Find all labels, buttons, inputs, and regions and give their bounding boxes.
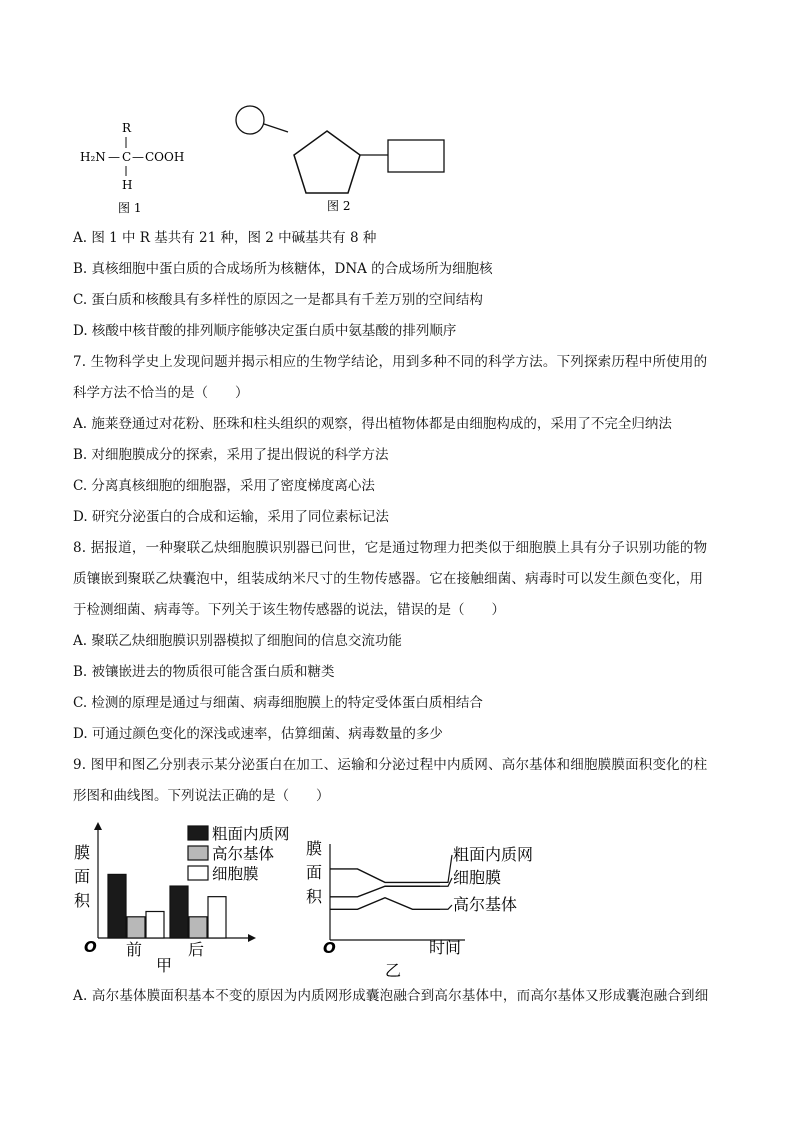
y-axis-label-char: 积: [306, 887, 323, 906]
amino-group-label: H₂N: [80, 150, 106, 164]
amino-acid-structure-figure: [70, 112, 200, 222]
base-rectangle: [388, 140, 444, 172]
y-axis-label-char: 膜: [74, 843, 91, 862]
q8-stem-line3: 于检测细菌、病毒等。下列关于该生物传感器的说法，错误的是（ ）: [73, 602, 505, 618]
nucleotide-structure-figure: [230, 100, 450, 220]
leader-line: [440, 855, 452, 882]
legend-swatch: [188, 846, 208, 860]
y-axis-label: [74, 843, 91, 910]
series-label: 高尔基体: [453, 895, 518, 914]
phosphate-circle: [236, 106, 264, 134]
q7-option-d: D. 研究分泌蛋白的合成和运输，采用了同位素标记法: [73, 509, 389, 525]
series-label: 细胞膜: [453, 868, 502, 887]
carboxyl-label: COOH: [145, 150, 185, 164]
q6-option-a: A. 图 1 中 R 基共有 21 种，图 2 中碱基共有 8 种: [73, 230, 377, 246]
h-atom-label: H: [122, 178, 133, 192]
q9-stem-line1: 9. 图甲和图乙分别表示某分泌蛋白在加工、运输和分泌过程中内质网、高尔基体和细胞膜膜面积变化的柱: [73, 757, 708, 773]
q8-stem-line2: 质镶嵌到聚联乙炔囊泡中，组装成纳米尺寸的生物传感器。它在接触细菌、病毒时可以发生颜色变化，用: [73, 571, 704, 587]
q8-option-c: C. 检测的原理是通过与细菌、病毒细胞膜上的特定受体蛋白质相结合: [73, 695, 483, 711]
category-label: 后: [188, 940, 205, 959]
line-chart-yi: [305, 840, 555, 985]
legend-swatch: [188, 866, 208, 880]
origin-label: O: [323, 939, 336, 957]
series-line-2: [330, 898, 440, 910]
q9-option-a: A. 高尔基体膜面积基本不变的原因为内质网形成囊泡融合到高尔基体中，而高尔基体又形成囊泡融合到细: [73, 988, 709, 1004]
q7-stem-line2: 科学方法不恰当的是（ ）: [73, 385, 249, 401]
q7-option-a: A. 施莱登通过对花粉、胚珠和柱头组织的观察，得出植物体都是由细胞构成的，采用了不完全归纳法: [73, 416, 672, 432]
y-axis-label-char: 积: [74, 891, 91, 910]
bar-before-2: [146, 912, 164, 939]
chart-title-yi: 乙: [385, 961, 402, 980]
x-axis-arrow: [248, 934, 256, 942]
legend-label: 高尔基体: [212, 845, 275, 863]
y-axis-label-char: 面: [74, 867, 91, 886]
y-axis-arrow: [94, 822, 102, 830]
q9-stem-line2: 形图和曲线图。下列说法正确的是（ ）: [73, 788, 330, 804]
bar-after-0: [170, 886, 188, 938]
alpha-carbon-label: C: [122, 150, 132, 164]
legend-label: 细胞膜: [212, 865, 259, 883]
bar-after-2: [208, 897, 226, 938]
bar-after-1: [189, 917, 207, 938]
r-group-label: R: [122, 121, 132, 135]
bar-before-0: [108, 874, 126, 938]
origin-label: O: [84, 938, 97, 956]
q8-stem-line1: 8. 据报道，一种聚联乙炔细胞膜识别器已问世，它是通过物理力把类似于细胞膜上具有分子识别功能的物: [73, 540, 708, 556]
chart-title-jia: 甲: [156, 956, 173, 975]
series-line-0: [330, 869, 440, 882]
fig2-caption: 图 2: [327, 199, 351, 213]
q6-option-b: B. 真核细胞中蛋白质的合成场所为核糖体，DNA 的合成场所为细胞核: [73, 261, 493, 277]
bond-right: —: [132, 150, 144, 164]
y-axis-label-char: 膜: [306, 840, 323, 858]
q7-option-b: B. 对细胞膜成分的探索，采用了提出假说的科学方法: [73, 447, 389, 463]
x-axis-label: 时间: [429, 938, 462, 957]
q8-option-d: D. 可通过颜色变化的深浅或速率，估算细菌、病毒数量的多少: [73, 726, 443, 742]
category-label: 前: [126, 940, 143, 959]
q6-option-d: D. 核酸中核苷酸的排列顺序能够决定蛋白质中氨基酸的排列顺序: [73, 323, 457, 339]
legend-swatch: [188, 826, 208, 840]
bar-chart-jia: [70, 818, 310, 983]
leader-line: [440, 905, 452, 909]
bond-left: —: [108, 150, 120, 164]
q6-option-c: C. 蛋白质和核酸具有多样性的原因之一是都具有千差万别的空间结构: [73, 292, 483, 308]
y-axis-label: [306, 840, 323, 906]
bar-before-1: [127, 917, 145, 938]
series-label: 粗面内质网: [453, 845, 534, 864]
q7-option-c: C. 分离真核细胞的细胞器，采用了密度梯度离心法: [73, 478, 375, 494]
q8-option-b: B. 被镶嵌进去的物质很可能含蛋白质和糖类: [73, 664, 335, 680]
legend-label: 粗面内质网: [212, 825, 290, 843]
fig1-caption: 图 1: [118, 201, 142, 215]
q8-option-a: A. 聚联乙炔细胞膜识别器模拟了细胞间的信息交流功能: [73, 633, 402, 649]
y-axis-label-char: 面: [306, 863, 323, 882]
series-line-1: [330, 886, 440, 897]
q7-stem-line1: 7. 生物科学史上发现问题并揭示相应的生物学结论，用到多种不同的科学方法。下列探索历程中所使用的: [73, 354, 708, 370]
pentose-pentagon: [294, 131, 360, 193]
